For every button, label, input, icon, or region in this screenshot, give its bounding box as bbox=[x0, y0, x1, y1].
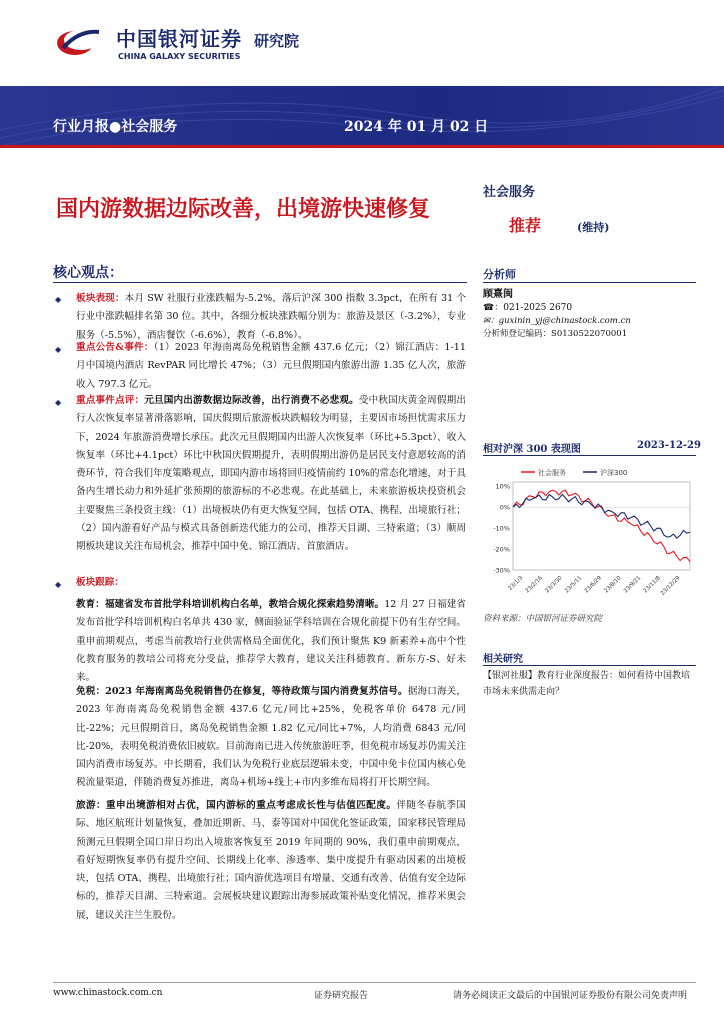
chart-heading: 相对沪深 300 表现图 bbox=[483, 444, 581, 455]
page-title: 国内游数据边际改善，出境游快速修复 bbox=[56, 196, 431, 222]
legend-label: 社会服务 bbox=[538, 469, 566, 477]
bullet-icon: ◆ bbox=[55, 398, 62, 407]
tracking-text: 伴随冬春航季国际、地区航班计划量恢复，叠加近期新、马、泰等国对中国优化签证政策，国家移民管理局预测元旦假期全国口岸日均出入境旅客恢复至 2019 年同期的 90%，我们重申前期观点，看好短期恢复率仍有提升空间、长期线上化率、渗透率、集中度提升有驱动因素的出境板块，包括 OTA、携程、出境旅行社；国内游优选项目有增量、交通有改善、估值有安全边际标的，推荐天目湖、三特索道。会展板块建议跟踪出海参展政策补贴变化情况，推荐米奥会展，建议关注兰生股份。 bbox=[76, 800, 467, 921]
analyst-rule bbox=[483, 282, 696, 283]
x-tick-label: 23/6/29 bbox=[583, 575, 603, 595]
report-type: 行业月报●社会服务 bbox=[53, 119, 178, 135]
email-icon: ✉ bbox=[483, 316, 491, 326]
core-item-text: （1）2023 年海南离岛免税销售金额 437.6 亿元；（2）锦江酒店：1-11 月中国境内酒店 RevPAR 同比增长 47%；（3）元旦假期国内旅游出游 1.35 亿人次，旅游收入 797.3 亿元。 bbox=[76, 342, 466, 390]
chart-rule bbox=[483, 455, 696, 456]
tracking-education bbox=[76, 596, 466, 687]
core-item-label: 重点公告&事件： bbox=[76, 342, 154, 353]
y-tick-label: -20% bbox=[493, 545, 510, 554]
core-item-1 bbox=[76, 290, 466, 345]
galaxy-logo-icon bbox=[55, 26, 101, 58]
y-tick-label: -30% bbox=[493, 566, 510, 575]
legend-label: 沪深300 bbox=[600, 469, 628, 477]
core-item-text: 受中秋国庆黄金周假期出行人次恢复率显著滑落影响，国庆假期后旅游板块跌幅较为明显，主要因市场担忧需求压力下，2024 年旅游消费增长承压。此次元旦假期国内出游人次恢复率（环比+5.3pct）、收入恢复率（环比+4.1pct）环比中秋国庆假期提升，表明假期出游仍是居民支付意愿较高的消费环节，符合我们年度策略观点，即国内游市场将回归疫情前约 10%的常态化增速，对于具备内生增长动力和外延扩张预期的旅游标的不必悲观。在此基础上，未来旅游板块投资机会主要聚焦三条投资主线：（1）出境板块仍有更大恢复空间，包括 OTA、携程、出境旅行社；（2）国内游看好产品与模式具备创新迭代能力的公司，推荐天目湖、三特索道；（3）顺周期板块建议关注布局机会，推荐中国中免、锦江酒店、首旅酒店。 bbox=[76, 395, 467, 553]
analyst-phone-row: ☎：021-2025 2670 bbox=[483, 303, 573, 313]
related-link[interactable]: 【银河社服】教育行业深度报告：如何看待中国教培市场未来供需走向？ bbox=[483, 671, 691, 697]
tracking-tourism bbox=[76, 797, 466, 925]
core-item-text: 本月 SW 社服行业涨跌幅为-5.2%，落后沪深 300 指数 3.3pct，在所有 31 个行业中涨跌幅排名第 30 位。其中，各细分板块涨跌幅分别为：旅游及景区（-3.2%），专业服务（-5.5%），酒店餐饮（-6.6%），教育（-6.8%）。 bbox=[76, 293, 467, 341]
industry-label: 社会服务 bbox=[483, 185, 536, 200]
x-tick-label: 23/1/3 bbox=[507, 575, 525, 592]
report-date: 2024 年 01 月 02 日 bbox=[344, 119, 489, 135]
tracking-text: 据海口海关，2023 年海南离岛免税销售金额 437.6 亿元/同比+25%，免税客单价 6478 元/同比-22%；元旦假期首日，离岛免税销售金额 1.82 亿元/同比+7%，人均消费 6843 元/同比-20%，表明免税消费依旧疲软。目前海南已进入传统旅游旺季，但免税市场复苏仍需关注国内消费市场复苏。中长期看，我们认为免税行业底层逻辑未变，中国中免卡位国内核心免税流量渠道，伴随消费复苏推进，离岛+机场+线上+市内多维布局将打开长期空间。 bbox=[76, 686, 467, 789]
y-tick-label: 0% bbox=[499, 503, 510, 512]
x-tick-label: 23/12/29 bbox=[659, 575, 682, 597]
chart-source: 资料来源：中国银河证券研究院 bbox=[483, 614, 603, 624]
analyst-email[interactable]: guxinin_yj@chinastock.com.cn bbox=[498, 316, 631, 326]
core-item-label: 板块跟踪： bbox=[76, 577, 124, 588]
footer-rule bbox=[53, 982, 696, 983]
x-tick-label: 23/9/21 bbox=[623, 575, 643, 595]
tracking-text: 12 月 27 日福建省发布首批学科培训机构白名单共 430 家，侧面验证学科培训在合规化前提下仍有生存空间。重申前期观点，考虑当前教培行业供需格局全面优化，我们预计聚焦 K9 新素养+高中个性化教育服务的教培公司将充分受益，推荐学大教育，建议关注科德教育、新东方-S、好未来。 bbox=[76, 599, 466, 684]
rating-label: 推荐 bbox=[509, 216, 542, 235]
tracking-head: 免税：2023 年海南离岛免税销售仍在修复，等待政策与国内消费复苏信号。 bbox=[76, 686, 408, 697]
performance-chart bbox=[483, 462, 696, 602]
related-rule bbox=[483, 665, 696, 666]
analyst-email-row: ✉：guxinin_yj@chinastock.com.cn bbox=[483, 316, 631, 326]
footer-center: 证券研究报告 bbox=[314, 991, 369, 1001]
chart-date: 2023-12-29 bbox=[637, 440, 701, 451]
x-tick-label: 23/5/11 bbox=[564, 575, 584, 595]
tracking-head: 教育：福建省发布首批学科培训机构白名单，教培合规化探索趋势清晰。 bbox=[76, 599, 385, 610]
core-item-2 bbox=[76, 339, 466, 394]
core-item-3 bbox=[76, 392, 466, 557]
core-item-label: 板块表现： bbox=[76, 293, 125, 304]
bullet-icon: ◆ bbox=[55, 295, 62, 304]
x-tick-label: 23/11/8 bbox=[642, 575, 662, 595]
x-tick-label: 23/8/10 bbox=[603, 575, 623, 595]
core-item-highlight: 元旦国内出游数据边际改善，出行消费不必悲观。 bbox=[144, 395, 359, 406]
y-tick-label: 10% bbox=[495, 482, 510, 491]
rating-note: (维持) bbox=[577, 221, 610, 234]
x-tick-label: 23/3/30 bbox=[544, 575, 564, 595]
series-line bbox=[513, 494, 690, 538]
institute-label: 研究院 bbox=[254, 32, 300, 50]
logo-chinese: 中国银河证券 bbox=[116, 27, 242, 51]
related-heading: 相关研究 bbox=[483, 654, 523, 665]
bullet-icon: ◆ bbox=[55, 580, 62, 589]
core-heading: 核心观点： bbox=[53, 265, 123, 281]
analyst-heading: 分析师 bbox=[483, 268, 516, 281]
tracking-dutyfree bbox=[76, 683, 466, 793]
series-line bbox=[513, 490, 690, 561]
y-tick-label: -10% bbox=[493, 524, 510, 533]
core-rule bbox=[53, 282, 467, 283]
analyst-phone: 021-2025 2670 bbox=[503, 303, 573, 313]
footer-disclaimer: 请务必阅读正文最后的中国银河证券股份有限公司免责声明 bbox=[453, 991, 688, 1001]
bullet-icon: ◆ bbox=[55, 345, 62, 354]
x-tick-label: 23/2/16 bbox=[524, 575, 544, 595]
logo-english: CHINA GALAXY SECURITIES bbox=[118, 52, 241, 61]
analyst-name: 顾熹闽 bbox=[483, 289, 513, 300]
phone-icon: ☎ bbox=[483, 303, 495, 313]
core-item-4 bbox=[76, 574, 466, 592]
tracking-head: 旅游：重申出境游相对占优，国内游标的重点考虑成长性与估值匹配度。 bbox=[76, 800, 397, 811]
analyst-cert: 分析师登记编码：S0130522070001 bbox=[483, 329, 628, 339]
footer-website[interactable]: www.chinastock.com.cn bbox=[53, 988, 163, 998]
core-item-label: 重点事件点评： bbox=[76, 395, 145, 406]
